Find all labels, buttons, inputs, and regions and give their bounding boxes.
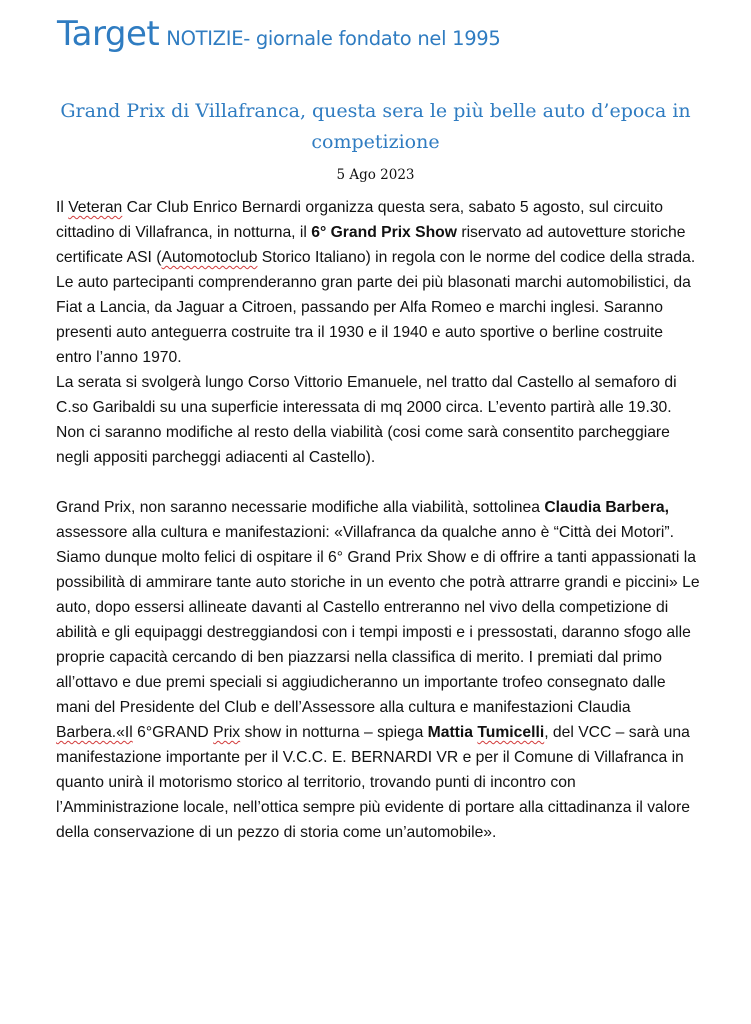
text-run: , del VCC – sarà una manifestazione importante per il V.C.C. E. BERNARDI VR e per il Comune di Villafranca in quanto unirà il motorismo storico al territorio, trovando punti di incontro con l’Amministrazione locale, nell’ottica sempre più evidente di portare alla cittadinanza il valore della conservazione di un pezzo di storia come un’automobile».: [56, 724, 690, 841]
article-paragraph-2: La serata si svolgerà lungo Corso Vittorio Emanuele, nel tratto dal Castello al semaforo di C.so Garibaldi su una superficie interessata di mq 2000 circa. L’evento partirà alle 19.30. Non ci saranno modifiche al resto della viabilità (cosi come sarà consentito parcheggiare negli appositi parcheggi adiacenti al Castello).: [56, 374, 677, 466]
article-date: 5 Ago 2023: [336, 167, 415, 183]
text-run: Grand Prix, non saranno necessarie modifiche alla viabilità, sottolinea: [56, 499, 545, 516]
spellcheck-word: Veteran: [68, 199, 123, 216]
article-paragraph-3: [56, 495, 702, 845]
text-run: show in notturna – spiega: [240, 724, 428, 741]
masthead-brand: Target: [57, 14, 160, 54]
text-run: assessore alla cultura e manifestazioni: «Villafranca da qualche anno è “Città dei Motori”. Siamo dunque molto felici di ospitare il 6° Grand Prix Show e di offrire a tanti appassionati la possibilità di ammirare tante auto storiche in un evento che potrà attrarre grandi e piccini» Le auto, dopo essersi allineate davanti al Castello entreranno nel vivo della competizione di abilità e gli equipaggi destreggiandosi con i tempi imposti e i pressostati, daranno sfogo alle proprie capacità cercando di ben piazzarsi nella classifica di merito. I premiati dal primo all’ottavo e due premi speciali si aggiudicheranno un importante trofeo consegnato dalle mani del Presidente del Club e dell’Assessore alla cultura e manifestazioni Claudia: [56, 524, 700, 716]
spellcheck-word: Barbera.«Il: [56, 724, 133, 741]
masthead: [57, 14, 501, 54]
spellcheck-word: Tumicelli: [477, 724, 545, 741]
text-run: riservato ad autovetture storiche certificate ASI (: [56, 224, 686, 266]
text-run: 6°GRAND: [132, 724, 214, 741]
text-run: Storico Italiano) in regola con le norme del codice della strada. Le auto partecipanti comprenderanno gran parte dei più blasonati marchi automobilistici, da Fiat a Lancia, da Jaguar a Citroen, passando per Alfa Romeo e marchi inglesi. Saranno presenti auto anteguerra costruite tra il 1930 e il 1940 e auto sportive o berline costruite entro l’anno 1970.: [56, 249, 696, 366]
spellcheck-word: Automotoclub: [161, 249, 258, 266]
text-run: Car Club Enrico Bernardi organizza questa sera, sabato 5 agosto, sul circuito cittadino di Villafranca, in notturna, il: [56, 199, 663, 241]
article-paragraph-1: [56, 195, 702, 370]
text-run: Il: [56, 199, 69, 216]
masthead-tagline: NOTIZIE- giornale fondato nel 1995: [166, 27, 501, 50]
bold-text: Mattia: [427, 724, 478, 741]
spellcheck-word: Prix: [213, 724, 241, 741]
article-headline: Grand Prix di Villafranca, questa sera le più belle auto d’epoca in competizione: [60, 100, 691, 153]
paragraph-spacer: [56, 470, 702, 495]
article-body: [56, 195, 702, 845]
bold-text: Claudia Barbera,: [544, 499, 670, 516]
bold-text: 6° Grand Prix Show: [311, 224, 457, 241]
